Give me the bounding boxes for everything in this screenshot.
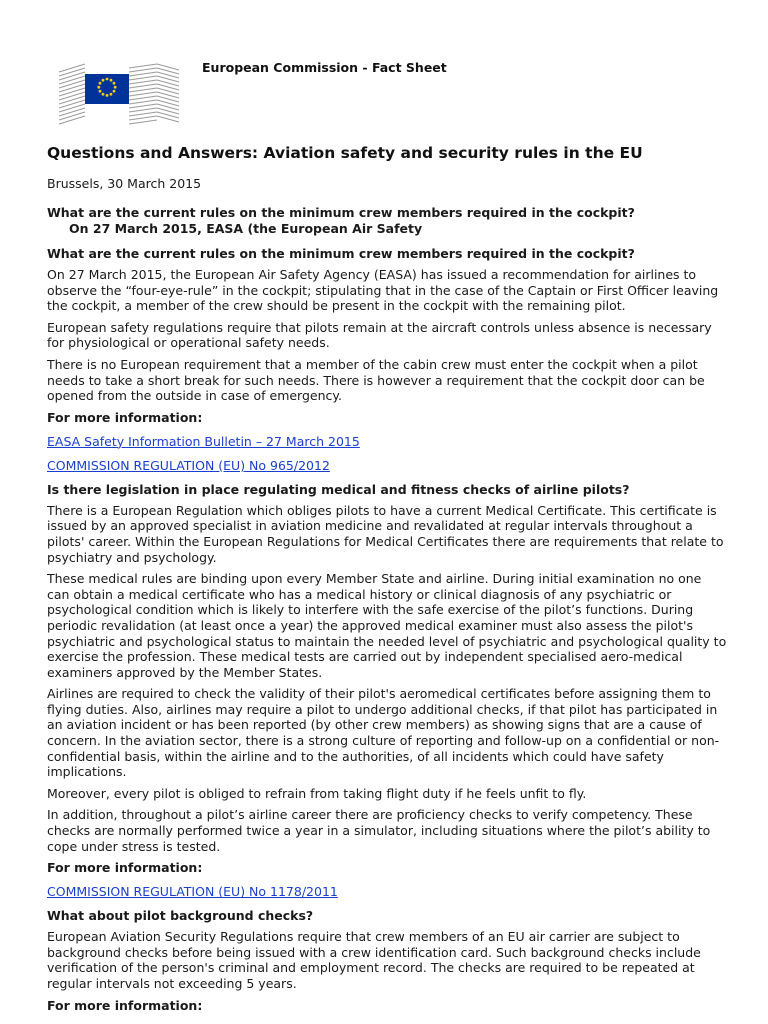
toc-subentry: On 27 March 2015, EASA (the European Air Safety (69, 221, 423, 236)
easa-bulletin-link[interactable]: EASA Safety Information Bulletin – 27 March 2015 (47, 433, 360, 449)
paragraph: There is a European Regulation which obliges pilots to have a current Medical Certificate. This certificate is issued by an approved specialist in aviation medicine and revalidated at regular intervals throughout a pilots' career. Within the European Regulations for Medical Certificates there are requirements that relate to psychiatry and psychology. (47, 502, 724, 565)
toc-question: What are the current rules on the minimum crew members required in the cockpit? (47, 205, 635, 220)
paragraph: There is no European requirement that a member of the cabin crew must enter the cockpit when a pilot needs to take a short break for such needs. There is however a requirement that the cockpit door can be opened from the outside in case of emergency. (47, 356, 705, 404)
paragraph: On 27 March 2015, the European Air Safety Agency (EASA) has issued a recommendation for airlines to observe the “four-eye-rule” in the cockpit; stipulating that in the case of the Captain or First Officer leaving the cockpit, a member of the crew should be present in the cockpit with the remaining pilot. (47, 267, 719, 314)
paragraph: European safety regulations require that pilots remain at the aircraft controls unless absence is necessary for physiological or operational safety needs. (47, 319, 712, 351)
fact-sheet-header: European Commission - Fact Sheet (202, 60, 447, 75)
regulation-965-link[interactable]: COMMISSION REGULATION (EU) No 965/2012 (47, 457, 330, 473)
document-body (47, 144, 727, 1022)
more-info-label: For more information: (47, 997, 203, 1013)
european-commission-logo (57, 62, 182, 128)
more-info-label: For more information: (47, 860, 203, 876)
regulation-1178-link[interactable]: COMMISSION REGULATION (EU) No 1178/2011 (47, 884, 338, 900)
dateline: Brussels, 30 March 2015 (47, 176, 202, 191)
section-heading: What are the current rules on the minimum crew members required in the cockpit? (47, 246, 635, 261)
paragraph: These medical rules are binding upon every Member State and airline. During initial examination no one can obtain a medical certificate who has a medical history or clinical diagnosis of any psychiatric or psychological condition which is likely to interfere with the safe exercise of the pilot’s functions. During periodic revalidation (at least once a year) the approved medical examiner must also assess the pilot's psychiatric and psychological status to maintain the needed level of psychiatric and psychological quality to exercise the profession. These medical tests are carried out by independent specialised aero-medical examiners approved by the Member States. (47, 571, 727, 680)
section-heading: Is there legislation in place regulating medical and fitness checks of airline pilots? (47, 481, 630, 497)
section-heading: What about pilot background checks? (47, 908, 314, 924)
paragraph: Moreover, every pilot is obliged to refrain from taking flight duty if he feels unfit to fly. (47, 785, 587, 801)
paragraph: In addition, throughout a pilot’s airline career there are proficiency checks to verify competency. These checks are normally performed twice a year in a simulator, including situations where the pilot’s ability to cope under stress is tested. (47, 807, 711, 854)
paragraph: Airlines are required to check the validity of their pilot's aeromedical certificates before assigning them to flying duties. Also, airlines may require a pilot to undergo additional checks, if that pilot has participated in an aviation incident or has been reported (by other crew members) as showing signs that are a cause of concern. In the aviation sector, there is a strong culture of reporting and follow-up on a confidential or non-confidential basis, within the airline and to the authorities, of all incidents which could have safety implications. (47, 686, 720, 780)
page-title: Questions and Answers: Aviation safety and security rules in the EU (47, 144, 643, 162)
more-info-label: For more information: (47, 409, 203, 425)
paragraph: European Aviation Security Regulations require that crew members of an EU air carrier are subject to background checks before being issued with a crew identification card. Such background checks include verification of the person's criminal and employment record. The checks are required to be repeated at regular intervals not exceeding 5 years. (47, 929, 701, 991)
ec-logo-graphic (57, 62, 182, 128)
